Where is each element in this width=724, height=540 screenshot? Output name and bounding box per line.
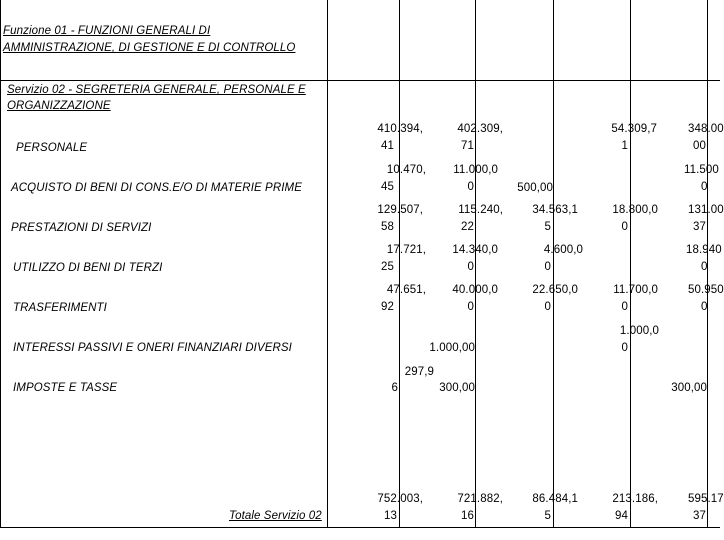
row-label-prestazioni-servizi: PRESTAZIONI DI SERVIZI <box>11 222 152 234</box>
table-bottom-border <box>0 527 720 528</box>
row-label-utilizzo-beni-terzi: UTILIZZO DI BENI DI TERZI <box>13 262 163 274</box>
funzione-title-line2: AMMINISTRAZIONE, DI GESTIONE E DI CONTROLLO <box>3 42 296 54</box>
funzione-title-line1: Funzione 01 - FUNZIONI GENERALI DI <box>3 25 211 37</box>
row-label-acquisto-beni: ACQUISTO DI BENI DI CONS.E/O DI MATERIE PRIME <box>11 182 302 194</box>
row-label-personale: PERSONALE <box>16 142 88 154</box>
header-bottom-border <box>0 80 720 81</box>
servizio-title-line1: Servizio 02 - SEGRETERIA GENERALE, PERSONALE E <box>7 84 306 96</box>
row-label-imposte-tasse: IMPOSTE E TASSE <box>13 382 118 394</box>
servizio-title-line2: ORGANIZZAZIONE <box>7 100 111 112</box>
row-label-trasferimenti: TRASFERIMENTI <box>13 302 107 314</box>
total-label: Totale Servizio 02 <box>229 510 322 522</box>
row-label-interessi-passivi: INTERESSI PASSIVI E ONERI FINANZIARI DIVERSI <box>13 342 292 354</box>
